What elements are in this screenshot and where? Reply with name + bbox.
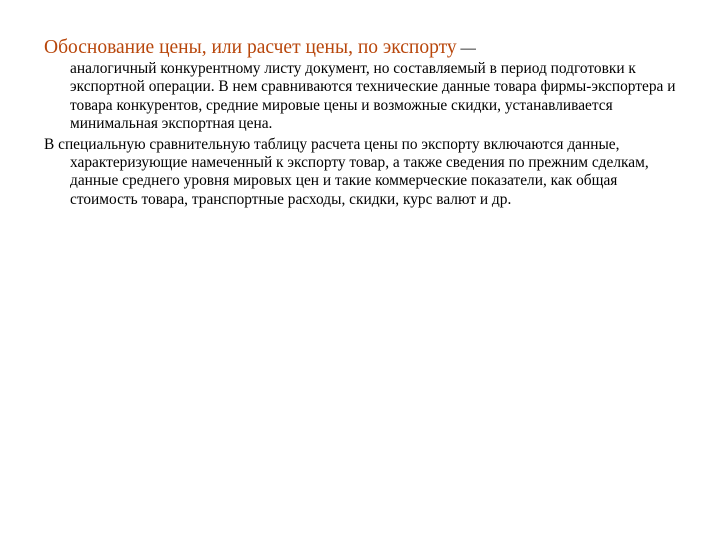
definition-dash: — <box>456 40 476 57</box>
price-table-text: В специальную сравнительную таблицу расчета цены по экспорту включаются данные, характеризующие намеченный к экспорту товар, а также сведения по прежним сделкам, данные среднего уровня мировых цен и такие коммерческие показатели, как общая стоимость товара, транспортные расходы, скидки, курс валют и др. <box>44 135 649 208</box>
text-content <box>44 36 684 209</box>
definition-term: Обоснование цены, или расчет цены, по экспорту <box>44 37 457 58</box>
definition-body: аналогичный конкурентному листу документ, но составляемый в период подготовки к экспортной операции. В нем сравниваются технические данные товара фирмы-экспортера и товара конкурентов, средние мировые цены и возможные скидки, устанавливается минимальная экспортная цена. <box>70 60 676 133</box>
definition-paragraph <box>44 36 684 134</box>
price-table-paragraph <box>44 136 684 210</box>
